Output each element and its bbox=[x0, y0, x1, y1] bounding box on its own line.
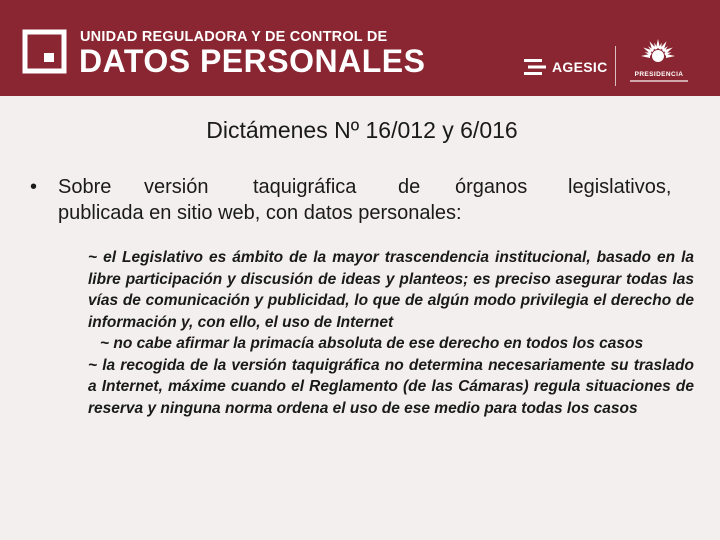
quote-paragraph-3: ~ la recogida de la versión taquigráfica no determina necesariamente su traslado a Internet, máxime cuando el Reglamento (de las Cámaras) regula situaciones de reserva y ninguna norma ordena el uso de ese medio para todas los casos bbox=[88, 356, 694, 417]
agesic-logo-icon bbox=[524, 58, 546, 76]
bullet-word: versión bbox=[144, 176, 209, 198]
bullet-line-2: publicada en sitio web, con datos personales: bbox=[58, 202, 462, 224]
bullet-word: Sobre bbox=[58, 176, 112, 198]
header-divider bbox=[615, 46, 616, 86]
quote-block bbox=[88, 247, 694, 419]
bullet-symbol: • bbox=[30, 176, 38, 198]
slide-title: Dictámenes Nº 16/012 y 6/016 bbox=[206, 117, 518, 143]
agesic-label: AGESIC bbox=[552, 59, 608, 75]
presidencia-sun-icon bbox=[627, 38, 689, 90]
brand-line-1: UNIDAD REGULADORA Y DE CONTROL DE bbox=[80, 29, 388, 45]
quote-paragraph-2: ~ no cabe afirmar la primacía absoluta de ese derecho en todos los casos bbox=[100, 335, 644, 352]
bullet-word: de bbox=[398, 176, 421, 198]
presidencia-label: PRESIDENCIA bbox=[634, 71, 684, 78]
urcdp-logo-icon bbox=[22, 29, 67, 74]
header-banner bbox=[0, 0, 720, 96]
presidencia-subline bbox=[630, 80, 688, 82]
brand-line-2: DATOS PERSONALES bbox=[79, 43, 426, 79]
bullet-word: órganos bbox=[455, 176, 528, 198]
quote-paragraph-1: ~ el Legislativo es ámbito de la mayor trascendencia institucional, basado en la libre participación y discusión de ideas y planteos; es preciso asegurar todas las vías de comunicación y publicidad, lo que de algún modo privilegia el derecho de información y, con ello, el uso de Internet bbox=[88, 249, 694, 331]
bullet-word: legislativos, bbox=[568, 176, 672, 198]
bullet-word: taquigráfica bbox=[253, 176, 357, 198]
